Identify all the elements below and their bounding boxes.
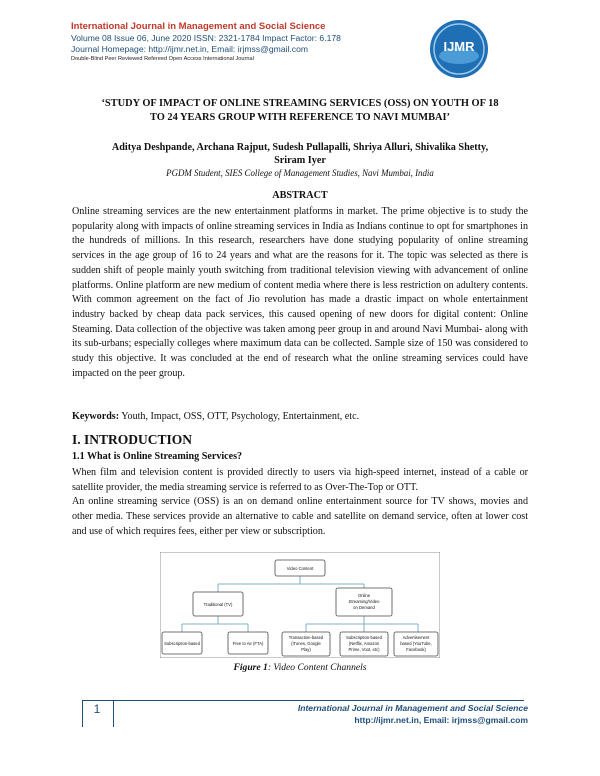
label-online-1: Online: [357, 593, 371, 598]
label-leaf5-3: Facebook): [406, 647, 426, 652]
abstract-body: Online streaming services are the new entertainment platforms in market. The prime objective is to study the popularity along with impacts of online streaming services in India as Indians continue to opt for smartphones in the hundreds of millions. In this research, researchers have done studying popularity of online streaming services in the age group of 16 to 24 years and what are the reasons for it. The topic was selected as there is sudden shift of people mainly youth switching from traditional television viewing with advancement of online platforms. Online platform are new medium of content media where there is less restriction on adultery contents. With common agreement on the fact of Jio revolution has made a drastic impact on whole entertainment industry backed by cheap data pack services, this caused opening of new doors for digital content: Online Steaming. Data collection of the objective was taken among peer group in and around Navi Mumbai- along with its sub-urbans; especially colleges where maximum data can be collected. Sample size of 150 was considered to study this objective. It was concluded at the end of research what the online streaming services could have impacted on the peer group.: [72, 206, 528, 379]
keywords: [72, 410, 528, 424]
label-online-2: Streaming/Video: [348, 599, 380, 604]
figure-diagram: [160, 552, 440, 658]
label-online-3: on Demand: [353, 605, 375, 610]
intro-body: When film and television content is provided directly to users via high-speed internet, instead of a cable or satellite provider, the media streaming service is referred to as Over-The-Top or OTT. An online streaming service (OSS) is an on demand online entertainment source for TV shows, movies and other media. These services provide an alternative to cable and satellite on demand service, often at lower cost and use of which requires fees, either per view or subscription.: [72, 467, 528, 537]
footer-divider: [112, 700, 524, 701]
homepage-info[interactable]: Journal Homepage: http://ijmr.net.in, Email: irjmss@gmail.com: [71, 44, 309, 54]
label-leaf4-3: Prime, Voot, etc): [348, 647, 380, 652]
figure-caption: [75, 662, 525, 673]
label-root: Video Content: [286, 566, 314, 571]
footer-contact[interactable]: http://ijmr.net.in, Email: irjmss@gmail.com: [354, 715, 528, 725]
paper-title: ‘STUDY OF IMPACT OF ONLINE STREAMING SERVICES (OSS) ON YOUTH OF 18 TO 24 YEARS GROUP WITH REFERENCE TO NAVI MUMBAI’: [101, 98, 499, 123]
volume-info: Volume 08 Issue 06, June 2020 ISSN: 2321-1784 Impact Factor: 6.178: [71, 33, 341, 43]
journal-name: International Journal in Management and Social Science: [71, 21, 326, 32]
section-heading: I. INTRODUCTION: [72, 432, 193, 447]
keywords-label: Keywords:: [72, 411, 120, 422]
label-leaf4-1: Subscription-based: [346, 635, 382, 640]
label-leaf2: Free to Air (FTA): [232, 641, 264, 646]
journal-logo: [428, 18, 490, 80]
paper-authors: Aditya Deshpande, Archana Rajput, Sudesh Pullapalli, Shriya Alluri, Shivalika Shetty, Sriram Iyer: [111, 142, 489, 166]
label-leaf3-2: (iTunes, Google: [291, 641, 321, 646]
page-number: 1: [93, 702, 101, 716]
label-leaf5-1: Advertisement: [402, 635, 430, 640]
footer: [240, 702, 528, 726]
label-leaf3-1: Transaction-based: [288, 635, 324, 640]
abstract-heading: ABSTRACT: [272, 190, 328, 201]
affiliation: PGDM Student, SIES College of Management Studies, Navi Mumbai, India: [166, 168, 434, 178]
footer-journal: International Journal in Management and Social Science: [297, 703, 528, 713]
keywords-list: Youth, Impact, OSS, OTT, Psychology, Entertainment, etc.: [119, 411, 360, 422]
caption-label: Figure 1: [233, 662, 268, 673]
label-leaf4-2: (Netflix, Amazon: [348, 641, 380, 646]
journal-header: [71, 21, 451, 64]
label-traditional: Traditional (TV): [203, 602, 233, 607]
subsection-heading: 1.1 What is Online Streaming Services?: [72, 451, 243, 462]
label-leaf1: Subscription-based: [164, 641, 200, 646]
label-leaf3-3: Play): [301, 647, 311, 652]
review-info: Double-Blind Peer Reviewed Refereed Open Access International Journal: [71, 56, 254, 62]
caption-text: : Video Content Channels: [267, 662, 367, 673]
label-leaf5-2: based (YouTube,: [400, 641, 432, 646]
logo-text: IJMR: [443, 39, 475, 54]
